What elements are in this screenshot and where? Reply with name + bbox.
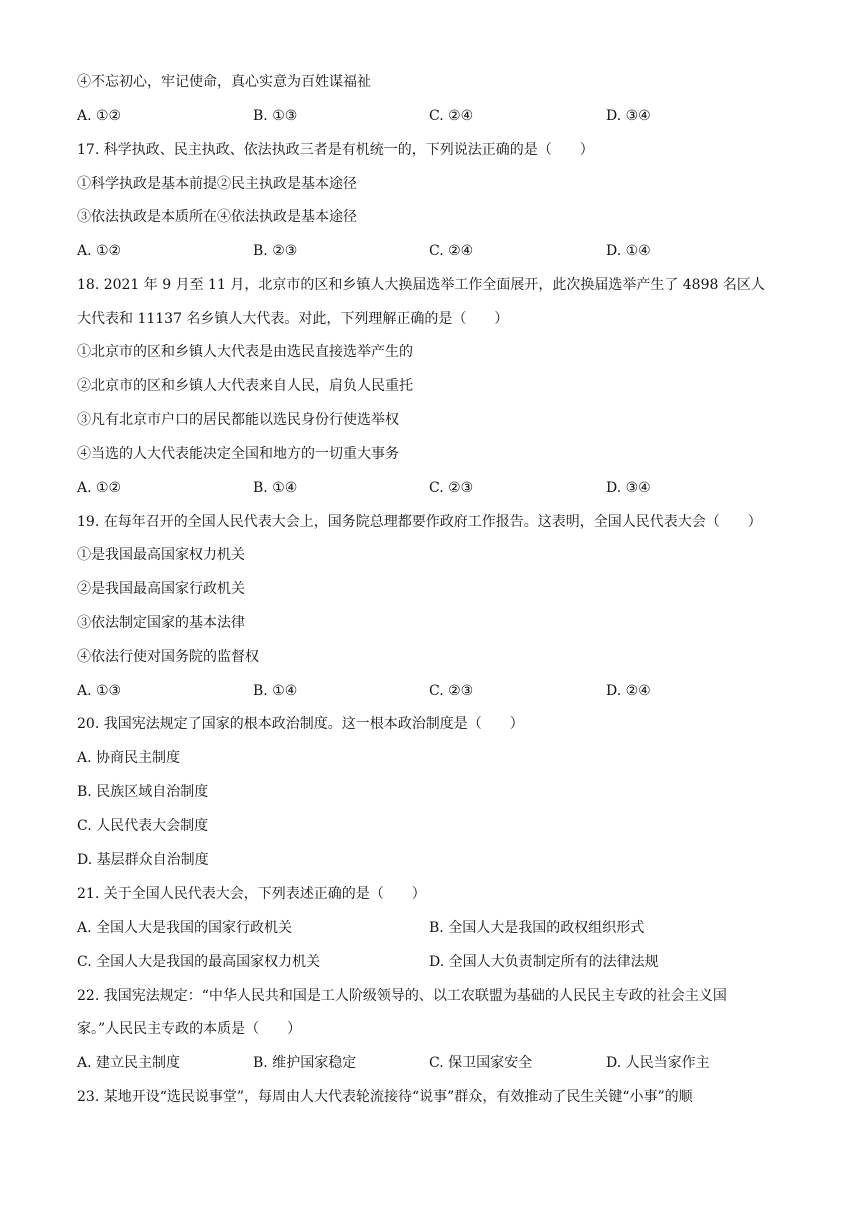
option-b: B. ②③ xyxy=(253,243,298,259)
q20-stem: 20. 我国宪法规定了国家的根本政治制度。这一根本政治制度是（ ） xyxy=(77,716,524,732)
option-d: D. ③④ xyxy=(606,108,651,124)
option-d: D. ③④ xyxy=(606,480,651,496)
q19-options xyxy=(77,681,800,701)
option-d: D. ②④ xyxy=(606,683,651,699)
q18-item-2: ②北京市的区和乡镇人大代表来自人民，肩负人民重托 xyxy=(77,378,413,394)
q17-stem: 17. 科学执政、民主执政、依法执政三者是有机统一的，下列说法正确的是（ ） xyxy=(77,142,594,158)
q18-stem-line-2: 大代表和 11137 名乡镇人大代表。对此，下列理解正确的是（ ） xyxy=(77,311,509,327)
q20-option-b: B. 民族区域自治制度 xyxy=(77,784,209,800)
q18-item-3: ③凡有北京市户口的居民都能以选民身份行使选举权 xyxy=(77,412,399,428)
q18-options xyxy=(77,478,800,498)
q19-item-1: ①是我国最高国家权力机关 xyxy=(77,547,245,563)
q21-options-row-2 xyxy=(77,952,800,972)
option-c: C. ②④ xyxy=(429,243,474,259)
q22-stem-line-2: 家。”人民民主专政的本质是（ ） xyxy=(77,1021,302,1037)
q18-item-1: ①北京市的区和乡镇人大代表是由选民直接选举产生的 xyxy=(77,344,413,360)
q19-item-2: ②是我国最高国家行政机关 xyxy=(77,581,245,597)
option-a: A. ①② xyxy=(77,108,122,124)
q18-item-4: ④当选的人大代表能决定全国和地方的一切重大事务 xyxy=(77,446,399,462)
q19-item-3: ③依法制定国家的基本法律 xyxy=(77,615,245,631)
option-a: A. 全国人大是我国的国家行政机关 xyxy=(77,920,293,936)
option-c: C. 保卫国家安全 xyxy=(429,1055,533,1071)
q17-statements-1: ①科学执政是基本前提②民主执政是基本途径 xyxy=(77,176,357,192)
q22-stem-line-1: 22. 我国宪法规定：“中华人民共和国是工人阶级领导的、以工农联盟为基础的人民民主专政的社会主义国 xyxy=(77,988,727,1004)
option-b: B. ①④ xyxy=(253,480,298,496)
q16-options xyxy=(77,106,800,126)
option-c: C. ②③ xyxy=(429,683,474,699)
q17-statements-2: ③依法执政是本质所在④依法执政是基本途径 xyxy=(77,209,357,225)
option-d: D. 人民当家作主 xyxy=(606,1055,710,1071)
option-a: A. ①② xyxy=(77,243,122,259)
q20-option-a: A. 协商民主制度 xyxy=(77,750,181,766)
option-b: B. 全国人大是我国的政权组织形式 xyxy=(429,920,645,936)
option-c: C. ②④ xyxy=(429,108,474,124)
option-b: B. 维护国家稳定 xyxy=(253,1055,357,1071)
option-d: D. 全国人大负责制定所有的法律法规 xyxy=(429,954,659,970)
q20-option-d: D. 基层群众自治制度 xyxy=(77,852,209,868)
option-a: A. 建立民主制度 xyxy=(77,1055,181,1071)
q23-stem-line-1: 23. 某地开设“选民说事堂”，每周由人大代表轮流接待“说事”群众，有效推动了民生关键“小事”的顺 xyxy=(77,1089,693,1105)
q19-stem: 19. 在每年召开的全国人民代表大会上，国务院总理都要作政府工作报告。这表明，全国人民代表大会（ ） xyxy=(77,514,762,530)
option-b: B. ①④ xyxy=(253,683,298,699)
q22-options xyxy=(77,1053,800,1073)
q19-item-4: ④依法行使对国务院的监督权 xyxy=(77,649,259,665)
option-d: D. ①④ xyxy=(606,243,651,259)
q21-options-row-1 xyxy=(77,918,800,938)
q16-item-4: ④不忘初心，牢记使命，真心实意为百姓谋福祉 xyxy=(77,74,371,90)
option-a: A. ①② xyxy=(77,480,122,496)
option-a: A. ①③ xyxy=(77,683,122,699)
option-c: C. 全国人大是我国的最高国家权力机关 xyxy=(77,954,321,970)
q20-option-c: C. 人民代表大会制度 xyxy=(77,818,209,834)
q18-stem-line-1: 18. 2021 年 9 月至 11 月，北京市的区和乡镇人大换届选举工作全面展开，此次换届选举产生了 4898 名区人 xyxy=(77,277,765,293)
q21-stem: 21. 关于全国人民代表大会，下列表述正确的是（ ） xyxy=(77,886,426,902)
option-b: B. ①③ xyxy=(253,108,298,124)
q17-options xyxy=(77,241,800,261)
option-c: C. ②③ xyxy=(429,480,474,496)
